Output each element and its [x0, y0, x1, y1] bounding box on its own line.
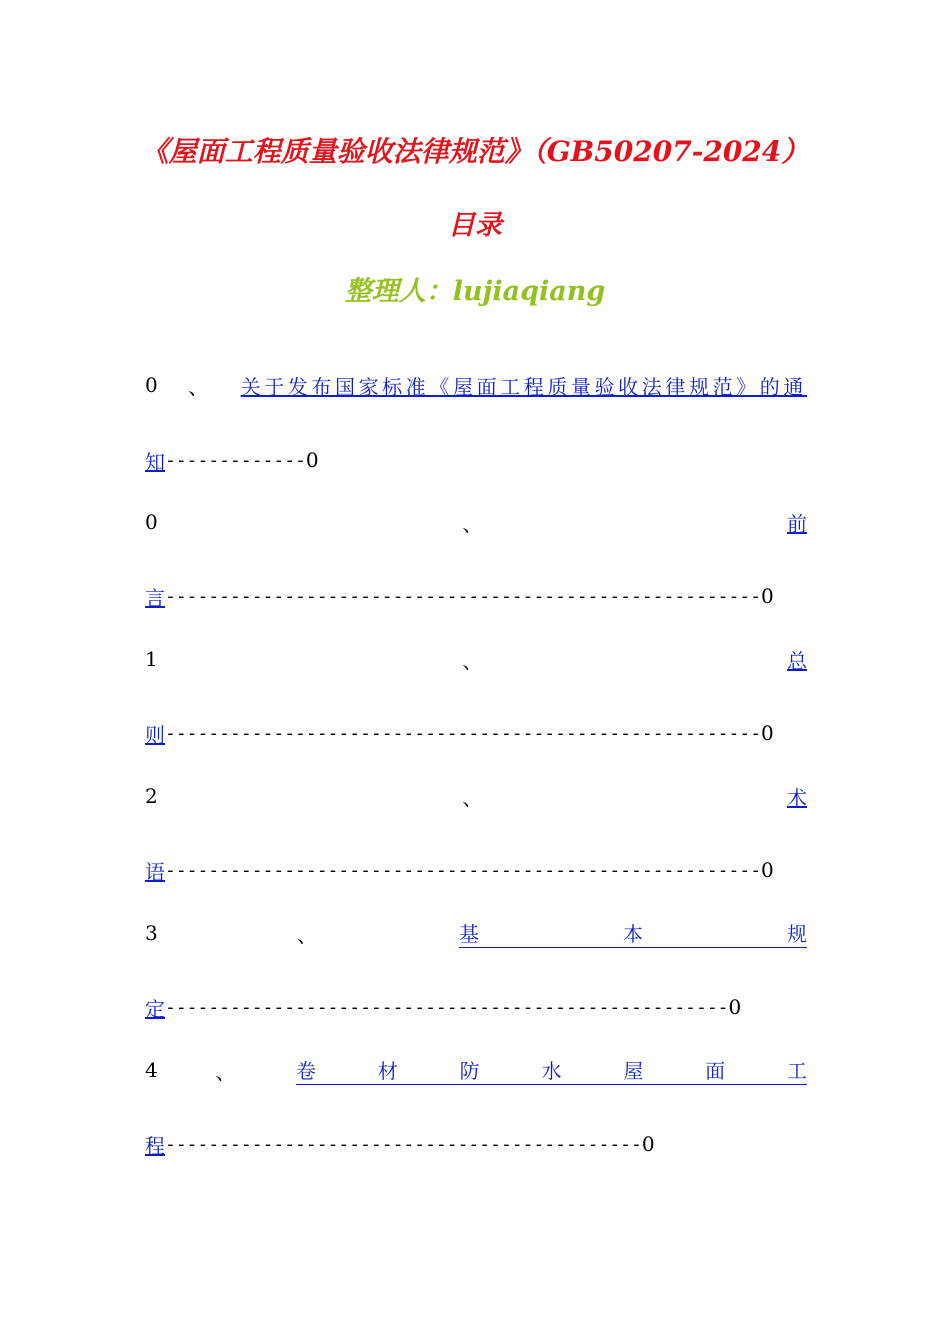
toc-item-general-line2: [145, 718, 807, 748]
toc-item-number: 2: [145, 784, 158, 808]
toc-item-preface-line1: [145, 507, 807, 537]
toc-item-number: 0: [145, 373, 158, 397]
toc-item-separator: 、: [215, 1059, 236, 1084]
toc-link-preface[interactable]: 前: [786, 511, 807, 536]
toc-item-separator: 、: [297, 922, 317, 947]
toc-heading: 目录: [448, 210, 502, 241]
toc-item-basic-line1: [145, 918, 807, 948]
toc-page-number: 0: [305, 448, 319, 472]
toc-leader-dashes: -------------------------------------------------------: [165, 722, 762, 744]
compiler-line: 整理人：lujiaqiang: [344, 276, 606, 307]
toc-link-terms[interactable]: 术: [786, 785, 807, 810]
toc-item-separator: 、: [462, 648, 483, 673]
toc-item-notice-line2: [145, 445, 807, 475]
toc-link-terms-end[interactable]: 语: [145, 859, 165, 884]
toc-page-number: 0: [761, 584, 774, 608]
toc-item-terms-line1: [145, 781, 807, 811]
toc-item-separator: 、: [462, 785, 483, 810]
toc-link-preface-end[interactable]: 言: [145, 585, 165, 610]
toc-leader-dashes: -------------: [165, 449, 306, 471]
toc-page-number: 0: [761, 721, 774, 745]
toc-item-number: 1: [145, 647, 158, 671]
document-title: 《屋面工程质量验收法律规范》（GB50207-2024）: [140, 135, 810, 168]
toc-page-number: 0: [641, 1132, 655, 1156]
toc-page-number: 0: [761, 858, 774, 882]
toc-link-char: 本: [623, 922, 643, 946]
toc-item-membrane-line1: [145, 1055, 807, 1085]
toc-link-char: 屋: [623, 1059, 644, 1083]
toc-leader-dashes: -------------------------------------------------------: [165, 859, 762, 881]
toc-link-notice-end[interactable]: 知: [145, 449, 165, 474]
toc-item-membrane-line2: [145, 1129, 807, 1159]
toc-item-general-line1: [145, 644, 807, 674]
toc-link-char: 水: [541, 1059, 562, 1083]
toc-link-basic[interactable]: [459, 918, 807, 948]
toc-link-char: 防: [459, 1059, 480, 1083]
toc-link-general-end[interactable]: 则: [145, 722, 165, 747]
toc-item-preface-line2: [145, 581, 807, 611]
toc-link-char: 卷: [296, 1059, 316, 1083]
toc-link-membrane[interactable]: [296, 1055, 807, 1085]
toc-item-separator: 、: [188, 374, 209, 399]
toc-link-char: 规: [787, 922, 807, 946]
toc-link-notice[interactable]: 关于发布国家标准《屋面工程质量验收法律规范》的通: [240, 374, 807, 399]
toc-link-membrane-end[interactable]: 程: [145, 1133, 165, 1158]
toc-link-char: 工: [786, 1059, 807, 1083]
toc-item-number: 3: [145, 921, 158, 945]
toc-link-general[interactable]: 总: [786, 648, 807, 673]
toc-item-separator: 、: [462, 511, 483, 536]
toc-item-number: 4: [145, 1058, 158, 1082]
toc-item-number: 0: [145, 510, 158, 534]
toc-link-char: 基: [459, 922, 479, 946]
toc-link-char: 面: [705, 1059, 726, 1083]
toc-item-terms-line2: [145, 855, 807, 885]
toc-page-number: 0: [728, 995, 742, 1019]
toc-item-notice-line1: [145, 370, 807, 400]
toc-link-basic-end[interactable]: 定: [145, 996, 165, 1021]
toc-item-basic-line2: [145, 992, 807, 1022]
toc-leader-dashes: --------------------------------------------: [165, 1133, 642, 1155]
toc-link-char: 材: [377, 1059, 398, 1083]
toc-leader-dashes: ----------------------------------------------------: [165, 996, 729, 1018]
toc-leader-dashes: -------------------------------------------------------: [165, 585, 762, 607]
